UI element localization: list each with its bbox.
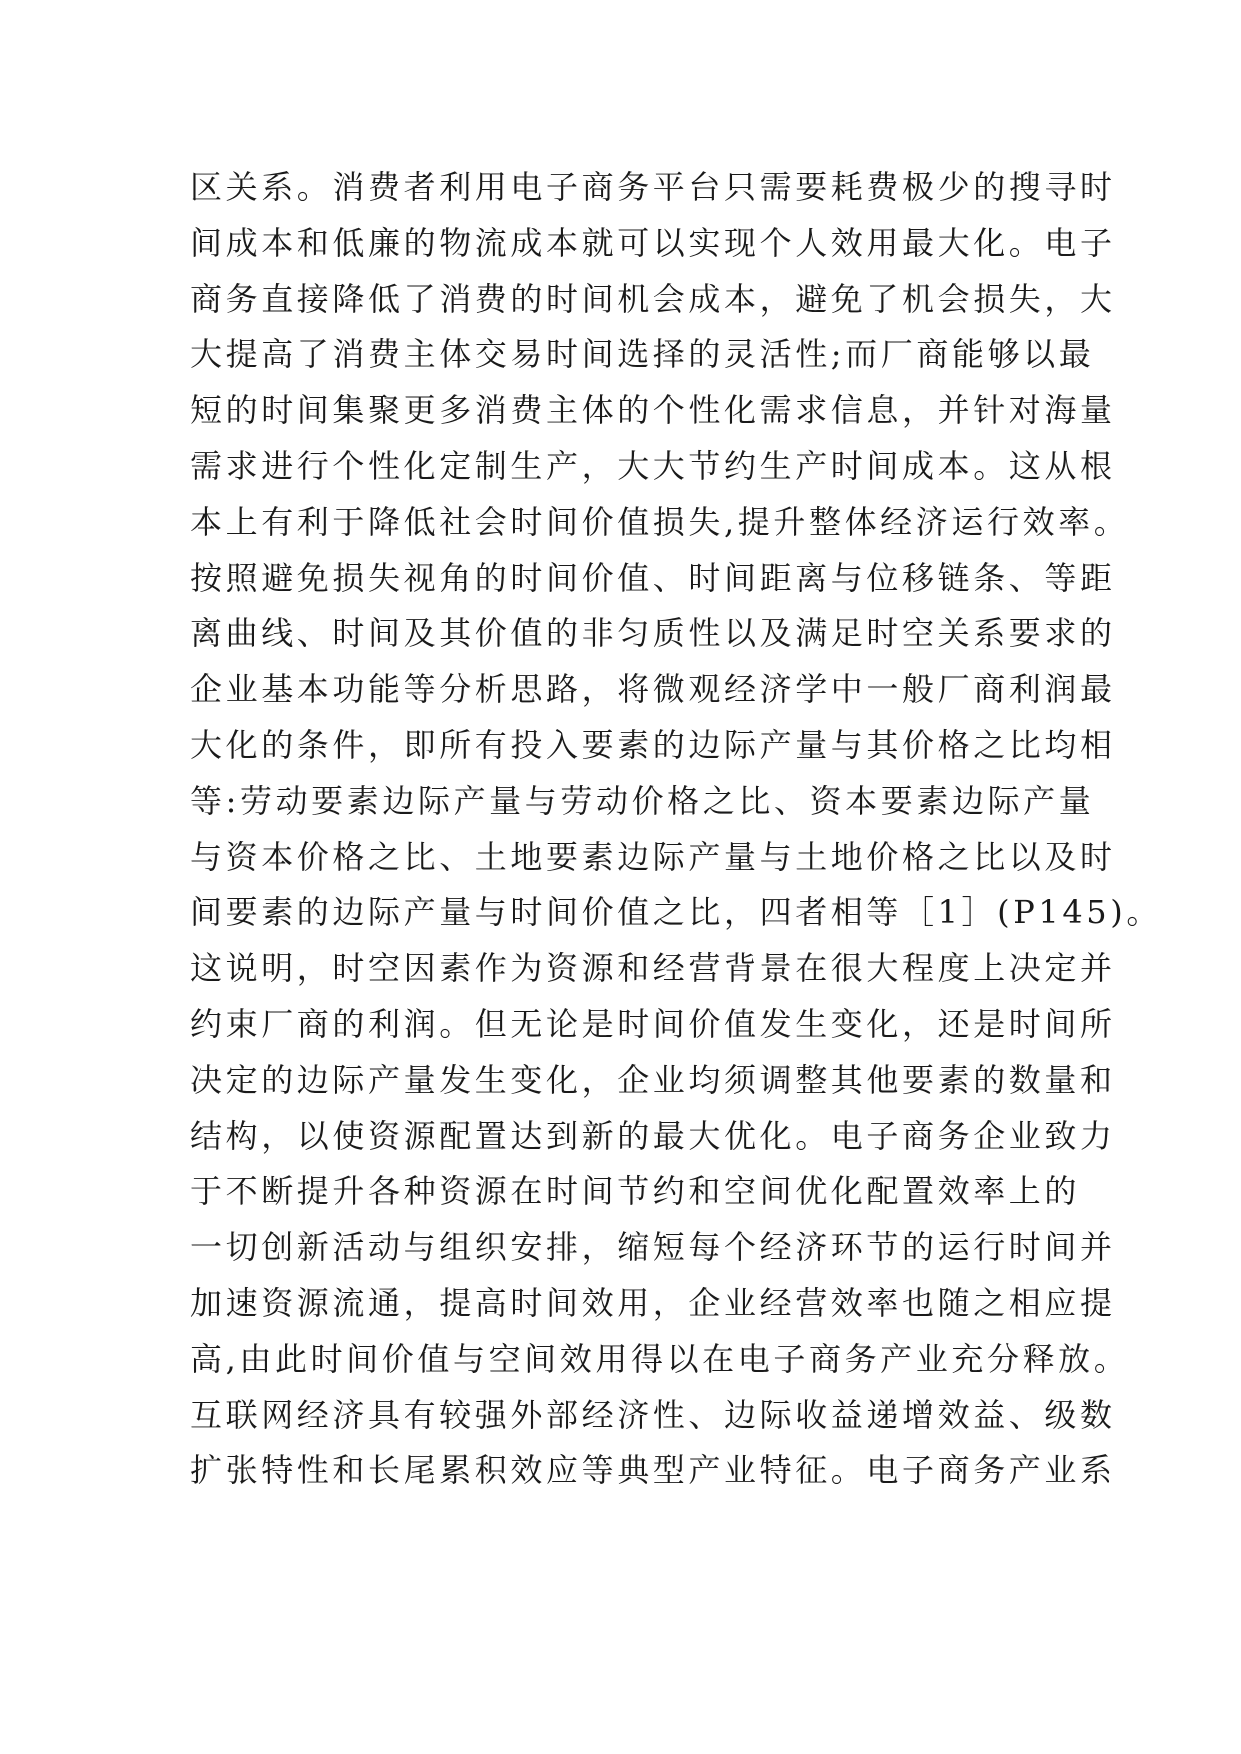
text-line: 大提高了消费主体交易时间选择的灵活性;而厂商能够以最 (190, 335, 1095, 374)
text-line: 本上有利于降低社会时间价值损失,提升整体经济运行效率。 (190, 502, 1130, 541)
text-line: 大化的条件，即所有投入要素的边际产量与其价格之比均相 (190, 725, 1116, 764)
text-line: 按照避免损失视角的时间价值、时间距离与位移链条、等距 (190, 558, 1116, 597)
text-line: 加速资源流通，提高时间效用，企业经营效率也随之相应提 (190, 1283, 1116, 1322)
text-line: 商务直接降低了消费的时间机会成本，避免了机会损失，大 (190, 279, 1116, 318)
text-line: 高,由此时间价值与空间效用得以在电子商务产业充分释放。 (190, 1339, 1130, 1378)
text-line: 与资本价格之比、土地要素边际产量与土地价格之比以及时 (190, 837, 1116, 876)
text-line: 企业基本功能等分析思路，将微观经济学中一般厂商利润最 (190, 670, 1116, 709)
text-line: 需求进行个性化定制生产，大大节约生产时间成本。这从根 (190, 446, 1116, 485)
text-line: 扩张特性和长尾累积效应等典型产业特征。电子商务产业系 (190, 1451, 1116, 1490)
text-line: 于不断提升各种资源在时间节约和空间优化配置效率上的 (190, 1172, 1081, 1211)
text-line: 等:劳动要素边际产量与劳动价格之比、资本要素边际产量 (190, 781, 1095, 820)
text-line: 决定的边际产量发生变化，企业均须调整其他要素的数量和 (190, 1060, 1116, 1099)
text-line: 间要素的边际产量与时间价值之比，四者相等［1］(P145)。 (190, 893, 1162, 932)
text-line: 结构，以使资源配置达到新的最大优化。电子商务企业致力 (190, 1116, 1116, 1155)
text-line: 离曲线、时间及其价值的非匀质性以及满足时空关系要求的 (190, 614, 1116, 653)
text-line: 互联网经济具有较强外部经济性、边际收益递增效益、级数 (190, 1395, 1116, 1434)
body-text (190, 160, 1162, 1499)
text-line: 间成本和低廉的物流成本就可以实现个人效用最大化。电子 (190, 223, 1116, 262)
text-line: 这说明，时空因素作为资源和经营背景在很大程度上决定并 (190, 949, 1116, 988)
text-line: 约束厂商的利润。但无论是时间价值发生变化，还是时间所 (190, 1004, 1116, 1043)
text-line: 短的时间集聚更多消费主体的个性化需求信息，并针对海量 (190, 391, 1116, 430)
text-line: 区关系。消费者利用电子商务平台只需要耗费极少的搜寻时 (190, 168, 1116, 206)
text-line: 一切创新活动与组织安排，缩短每个经济环节的运行时间并 (190, 1228, 1116, 1267)
